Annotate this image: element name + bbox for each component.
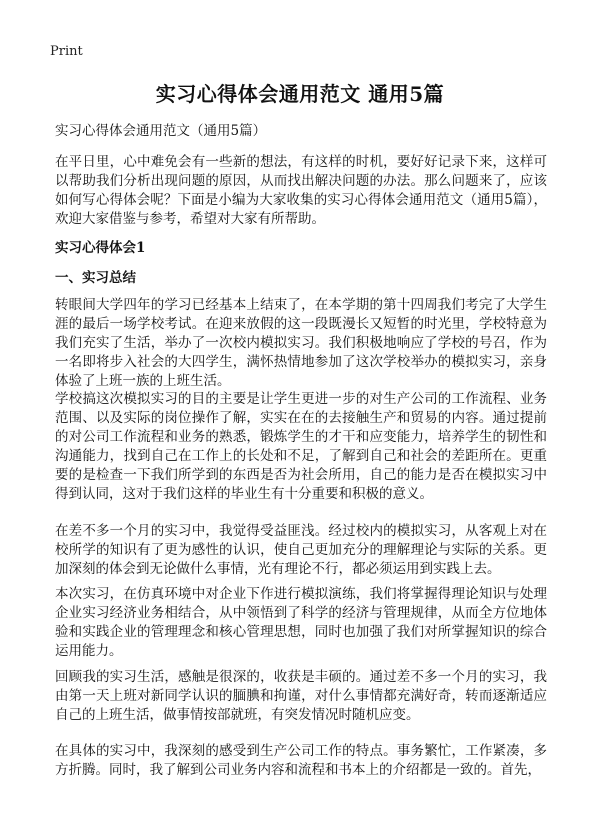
sub-heading: 一、实习总结 <box>55 270 136 286</box>
body-paragraph-5: 回顾我的实习生活，感触是很深的，收获是丰硕的。通过差不多一个月的实习，我由第一天上班对新同学认识的腼腆和拘谨，对什么事情都充满好奇，转而逐渐适应自己的上班生活，做事情按部就班，有突发情况时随机应变。 <box>55 669 547 723</box>
page-title: 实习心得体会通用范文 通用5篇 <box>155 82 445 106</box>
print-link[interactable]: Print <box>50 44 83 59</box>
document-subtitle: 实习心得体会通用范文（通用5篇） <box>55 123 267 139</box>
body-paragraph-4: 本次实习，在仿真环境中对企业下作进行模拟演练，我们将掌握得理论知识与处理企业实习经济业务相结合，从中领悟到了科学的经济与管理规律，从而全方位地体验和实践企业的管理理念和核心管理思想，同时也加强了我们对所掌握知识的综合运用能力。 <box>55 586 547 659</box>
body-paragraph-2: 学校搞这次模拟实习的目的主要是让学生更进一步的对生产公司的工作流程、业务范围、以及实际的岗位操作了解，实实在在的去接触生产和贸易的内容。通过提前的对公司工作流程和业务的熟悉，锻炼学生的才干和应变能力，培养学生的韧性和沟通能力，找到自己在工作上的长处和不足，了解到自己和社会的差距所在。更重要的是检查一下我们所学到的东西是否为社会所用，自己的能力是否在模拟实习中得到认同，这对于我们这样的毕业生有十分重要和积极的意义。 <box>55 391 547 502</box>
body-paragraph-3: 在差不多一个月的实习中，我觉得受益匪浅。经过校内的模拟实习，从客观上对在校所学的知识有了更为感性的认识，使自己更加充分的理解理论与实际的关系。更加深刻的体会到无论做什么事情，光有理论不行，都必须运用到实践上去。 <box>55 523 547 577</box>
body-paragraph-1: 转眼间大学四年的学习已经基本上结束了，在本学期的第十四周我们考完了大学生涯的最后一场学校考试。在迎来放假的这一段既漫长又短暂的时光里，学校特意为我们充实了生活，举办了一次校内模拟实习。我们积极地响应了学校的号召，作为一名即将步入社会的大四学生，满怀热情地参加了这次学校举办的模拟实习，亲身体验了上班一族的上班生活。 <box>55 297 547 389</box>
section-heading: 实习心得体会1 <box>55 240 146 256</box>
body-paragraph-6: 在具体的实习中，我深刻的感受到生产公司工作的特点。事务繁忙，工作紧凑，多方折腾。同时，我了解到公司业务内容和流程和书本上的介绍都是一致的。首先， <box>55 743 547 778</box>
intro-paragraph: 在平日里，心中难免会有一些新的想法，有这样的时机，要好好记录下来，这样可以帮助我们分析出现问题的原因，从而找出解决问题的办法。那么问题来了，应该如何写心得体会呢？下面是小编为大家收集的实习心得体会通用范文（通用5篇），欢迎大家借鉴与参考，希望对大家有所帮助。 <box>55 154 547 227</box>
